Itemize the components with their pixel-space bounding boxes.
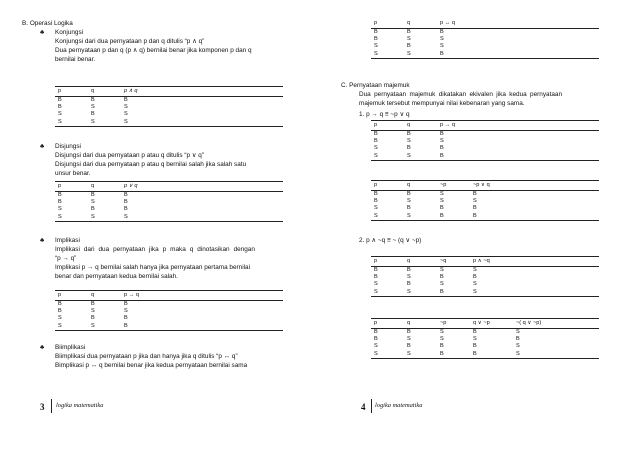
table-row (371, 191, 599, 199)
table-cell: B (407, 205, 411, 212)
table-cell: B (407, 191, 411, 197)
table-row (371, 343, 599, 350)
table-header: p ↔ q (437, 19, 599, 29)
table-cell: S (55, 323, 88, 331)
section-heading-operasi-logika: B. Operasi Logika (22, 20, 73, 27)
table-cell: B (374, 274, 378, 281)
table-cell: S (440, 281, 444, 288)
equivalence-2-table-a (371, 256, 599, 297)
table-header: ~q (437, 257, 470, 267)
table-header: q (404, 319, 437, 329)
table-cell: S (407, 138, 411, 145)
table-cell: B (374, 336, 378, 343)
page-number: 3 (40, 402, 45, 412)
section-heading-pernyataan-majemuk: C. Pernyataan majemuk (341, 82, 410, 89)
implikasi-line-2: “p → q” (55, 255, 77, 262)
equivalence-1-table-b (371, 180, 599, 221)
disjungsi-truth-table (55, 181, 283, 222)
table-row (371, 51, 599, 59)
table-cell: B (407, 343, 411, 350)
table-cell: B (374, 138, 378, 145)
biimplikasi-title: Biimplikasi (55, 344, 86, 351)
table-cell: S (371, 213, 404, 221)
table-cell: S (58, 111, 62, 118)
table-cell: B (91, 192, 95, 198)
biimplikasi-line-1: Biimplikasi dua pernyataan p jika dan hanya jika q ditulis “p ↔ q” (55, 353, 238, 360)
disjungsi-line-2: Disjungsi dari dua pernyataan p atau q bernilai salah jika salah satu (55, 161, 247, 168)
table-row (55, 323, 283, 331)
table-cell: B (440, 131, 444, 137)
table-row (371, 281, 599, 288)
table-cell: B (374, 29, 378, 35)
table-cell: S (407, 274, 411, 281)
table-cell: S (121, 119, 283, 127)
table-header: p (371, 319, 404, 329)
table-header: q (404, 121, 437, 131)
table-header: p (55, 182, 88, 192)
table-cell: B (437, 51, 599, 59)
biimplikasi-line-2: Bimplikasi p ↔ q bernilai benar jika kedua pernyataan bernilai sama (55, 362, 248, 369)
table-cell: B (374, 198, 378, 205)
table-row (55, 206, 283, 213)
table-cell: B (440, 29, 444, 35)
table-cell: S (374, 145, 378, 152)
table-cell: S (440, 336, 444, 343)
table-cell: S (473, 198, 477, 205)
table-cell: S (88, 323, 121, 331)
table-cell: S (55, 214, 88, 222)
table-header: p (371, 257, 404, 267)
table-cell: B (91, 97, 95, 103)
table-cell: B (437, 351, 470, 359)
table-header: p ∧ ~q (470, 257, 599, 267)
page-number: 4 (361, 402, 366, 412)
equivalence-item-1: 1. p → q ≡ ~p ∨ q (359, 111, 410, 118)
table-cell: S (371, 51, 404, 59)
table-cell: S (516, 343, 520, 350)
table-cell: B (124, 301, 128, 307)
konjungsi-title: Konjungsi (55, 29, 84, 36)
table-cell: S (374, 43, 378, 50)
table-cell: B (124, 199, 128, 206)
table-header: q (88, 182, 121, 192)
table-header: ~( q ∨ ~p) (513, 319, 599, 329)
equivalence-item-2: 2. p ∧ ~q ≡ ~ (q ∨ ~p) (359, 237, 422, 244)
table-row (371, 153, 599, 161)
table-cell: B (407, 267, 411, 273)
table-row (371, 205, 599, 212)
table-cell: B (374, 191, 378, 197)
table-header: ~p (437, 181, 470, 191)
table-cell: B (58, 308, 62, 315)
table-cell: S (473, 281, 477, 288)
table-row (55, 111, 283, 118)
table-cell: B (58, 199, 62, 206)
table-cell: S (124, 104, 128, 111)
implikasi-line-4: benar dan pernyataan kedua bernilai salah. (55, 273, 178, 280)
table-cell: S (374, 205, 378, 212)
table-cell: S (124, 308, 128, 315)
equivalence-1-table-a (371, 120, 599, 161)
table-header: q (88, 87, 121, 97)
disjungsi-line-3: unsur benar. (55, 170, 91, 177)
table-cell: B (440, 205, 444, 212)
implikasi-line-1: Implikasi dari dua pernyataan jika p maka q dinotasikan dengan (55, 246, 255, 253)
club-bullet-icon: ♣ (40, 237, 45, 244)
table-cell: S (516, 329, 520, 335)
table-cell: S (440, 36, 444, 43)
table-row (55, 119, 283, 127)
footer-divider (371, 399, 372, 413)
table-header: p (371, 181, 404, 191)
table-cell: S (374, 281, 378, 288)
table-cell: S (440, 267, 444, 273)
table-cell: S (470, 289, 599, 297)
table-header: p (55, 87, 88, 97)
table-cell: B (91, 301, 95, 307)
table-cell: B (374, 267, 378, 273)
table-row (371, 138, 599, 145)
table-row (55, 315, 283, 322)
table-cell: B (473, 191, 477, 197)
club-bullet-icon: ♣ (40, 344, 45, 351)
club-bullet-icon: ♣ (40, 143, 45, 150)
table-cell: S (371, 351, 404, 359)
table-cell: B (91, 315, 95, 322)
table-row (371, 289, 599, 297)
table-cell: S (58, 315, 62, 322)
right-page (319, 0, 638, 452)
table-cell: S (88, 214, 121, 222)
table-row (371, 213, 599, 221)
table-cell: B (124, 97, 128, 103)
table-cell: S (440, 329, 444, 335)
table-header: q (88, 291, 121, 301)
club-bullet-icon: ♣ (40, 29, 45, 36)
table-cell: B (473, 274, 477, 281)
table-row (371, 267, 599, 275)
konjungsi-line-3: bernilai benar. (55, 56, 96, 63)
disjungsi-title: Disjungsi (55, 143, 81, 150)
table-cell: B (407, 29, 411, 35)
table-cell: S (371, 153, 404, 161)
table-cell: S (404, 51, 437, 59)
table-cell: S (121, 214, 283, 222)
table-header: q ∨ ~p (470, 319, 513, 329)
table-row (371, 131, 599, 139)
table-row (371, 29, 599, 37)
table-row (371, 43, 599, 50)
table-header: p → q (121, 291, 283, 301)
table-cell: B (440, 274, 444, 281)
table-header: p (55, 291, 88, 301)
majemuk-line-1: Dua pernyataan majemuk dikatakan ekivalen jika kedua pernyataan (359, 91, 563, 98)
table-cell: B (374, 131, 378, 137)
table-cell: B (470, 213, 599, 221)
table-header: q (404, 257, 437, 267)
equivalence-2-table-b (371, 318, 599, 359)
table-cell: S (473, 267, 477, 273)
table-header: p ∧ q (121, 87, 283, 97)
table-row (371, 198, 599, 205)
table-row (55, 192, 283, 200)
table-cell: S (91, 199, 95, 206)
footer-text: logika matematika (375, 402, 423, 409)
table-row (55, 214, 283, 222)
table-header: p (371, 121, 404, 131)
table-row (55, 308, 283, 315)
table-row (55, 97, 283, 105)
table-header: q (404, 19, 437, 29)
table-row (371, 36, 599, 43)
table-cell: B (473, 205, 477, 212)
table-header: p (371, 19, 404, 29)
table-header: ~p (437, 319, 470, 329)
table-cell: S (404, 289, 437, 297)
table-cell: S (88, 119, 121, 127)
table-cell: S (440, 138, 444, 145)
table-cell: S (440, 198, 444, 205)
implikasi-line-3: Implikasi p → q bernilai salah hanya jika pernyataan pertama bernilai (55, 264, 251, 271)
table-cell: B (121, 323, 283, 331)
table-header: ~p ∨ q (470, 181, 599, 191)
table-cell: B (473, 329, 477, 335)
table-cell: S (371, 289, 404, 297)
table-cell: S (404, 351, 437, 359)
konjungsi-line-2: Dua pernyataan p dan q (p ∧ q) bernilai benar jika komponen p dan q (55, 47, 252, 54)
table-row (371, 145, 599, 152)
table-cell: S (513, 351, 599, 359)
table-cell: S (91, 308, 95, 315)
table-cell: B (58, 301, 62, 307)
table-cell: B (91, 111, 95, 118)
table-cell: B (124, 315, 128, 322)
table-row (55, 104, 283, 111)
table-cell: S (55, 119, 88, 127)
table-cell: B (437, 153, 599, 161)
table-cell: B (407, 145, 411, 152)
implikasi-truth-table (55, 290, 283, 331)
table-header: p ∨ q (121, 182, 283, 192)
implikasi-title: Implikasi (55, 237, 80, 244)
table-cell: B (440, 343, 444, 350)
table-row (371, 351, 599, 359)
table-row (371, 274, 599, 281)
table-cell: B (407, 281, 411, 288)
konjungsi-line-1: Konjungsi dari dua pernyataan p dan q ditulis “p ∧ q” (55, 38, 205, 45)
table-cell: B (374, 329, 378, 335)
table-cell: B (440, 145, 444, 152)
table-cell: S (91, 104, 95, 111)
table-cell: B (58, 97, 62, 103)
table-cell: S (124, 111, 128, 118)
table-cell: S (374, 343, 378, 350)
footer-text: logika matematika (56, 402, 104, 409)
table-cell: S (404, 153, 437, 161)
table-cell: B (437, 213, 470, 221)
table-cell: S (407, 36, 411, 43)
table-cell: S (407, 336, 411, 343)
table-cell: B (124, 192, 128, 198)
majemuk-line-2: majemuk tersebut mempunyai nilai kebenaran yang sama. (359, 100, 525, 107)
table-row (371, 329, 599, 337)
table-cell: B (470, 351, 513, 359)
table-cell: S (58, 206, 62, 213)
table-cell: S (440, 191, 444, 197)
table-cell: S (440, 43, 444, 50)
biimplikasi-truth-table (371, 19, 599, 59)
table-cell: B (374, 36, 378, 43)
table-row (55, 301, 283, 309)
konjungsi-truth-table (55, 86, 283, 127)
table-cell: B (58, 104, 62, 111)
disjungsi-line-1: Disjungsi dari dua pernyataan p atau q ditulis “p ∨ q” (55, 152, 204, 159)
table-cell: S (473, 336, 477, 343)
table-cell: B (516, 336, 520, 343)
table-header: q (404, 181, 437, 191)
table-cell: B (407, 131, 411, 137)
table-cell: B (437, 289, 470, 297)
table-cell: B (473, 343, 477, 350)
table-cell: B (58, 192, 62, 198)
table-cell: S (407, 198, 411, 205)
footer-divider (51, 399, 52, 413)
table-cell: B (124, 206, 128, 213)
table-row (55, 199, 283, 206)
table-cell: B (407, 43, 411, 50)
table-header: p → q (437, 121, 599, 131)
table-cell: B (91, 206, 95, 213)
table-cell: S (404, 213, 437, 221)
table-cell: B (407, 329, 411, 335)
table-row (371, 336, 599, 343)
